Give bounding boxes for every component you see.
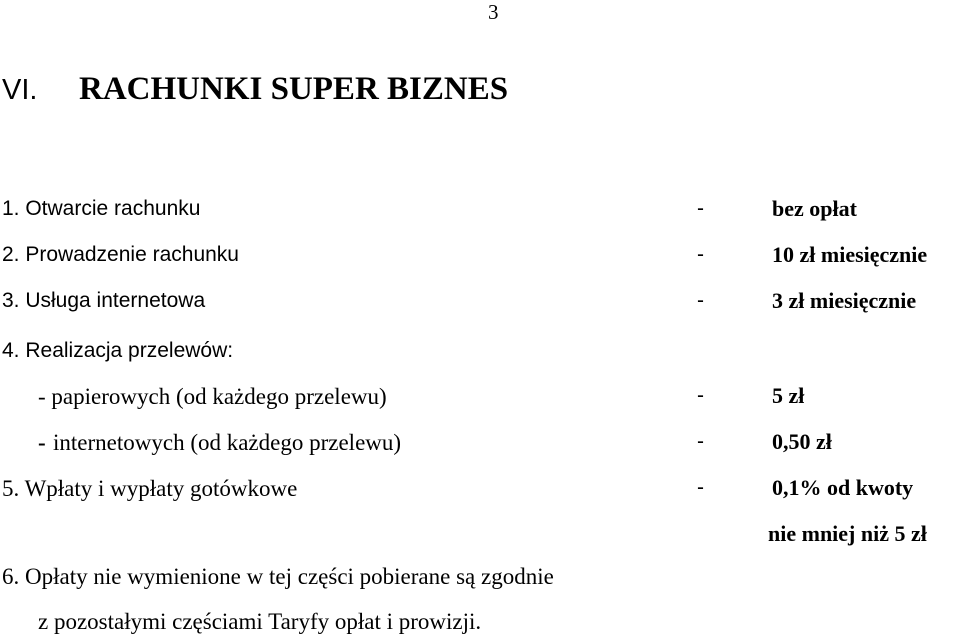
fee-dash: - <box>697 197 704 220</box>
fee-label: 3. Usługa internetowa <box>2 289 206 312</box>
page-number: 3 <box>488 0 499 24</box>
fee-value: 0,50 zł <box>772 429 832 454</box>
fee-label: 5. Wpłaty i wypłaty gotówkowe <box>2 476 298 501</box>
section-number: VI. <box>2 74 38 106</box>
fee-label: 4. Realizacja przelewów: <box>2 339 234 362</box>
fee-label: internetowych (od każdego przelewu) <box>53 430 402 455</box>
fee-label: - papierowych (od każdego przelewu) <box>38 384 387 409</box>
fee-value: nie mniej niż 5 zł <box>768 521 927 546</box>
fee-label: 1. Otwarcie rachunku <box>2 197 201 220</box>
fee-dash: - <box>697 289 704 312</box>
fee-value: 3 zł miesięcznie <box>772 288 917 313</box>
fee-dash: - <box>697 430 704 453</box>
fee-label-dash: - <box>38 430 46 455</box>
fee-label: 6. Opłaty nie wymienione w tej części pobierane są zgodnie <box>2 564 554 589</box>
fee-value: bez opłat <box>772 196 857 221</box>
fee-label: 2. Prowadzenie rachunku <box>2 243 239 266</box>
section-title: RACHUNKI SUPER BIZNES <box>79 71 509 107</box>
fee-value: 10 zł miesięcznie <box>772 242 928 267</box>
fee-dash: - <box>697 384 704 407</box>
fee-label: z pozostałymi częściami Taryfy opłat i prowizji. <box>38 609 482 634</box>
fee-value: 0,1% od kwoty <box>772 475 914 500</box>
fee-value: 5 zł <box>772 383 805 408</box>
fee-dash: - <box>697 243 704 266</box>
fee-dash: - <box>697 476 704 499</box>
